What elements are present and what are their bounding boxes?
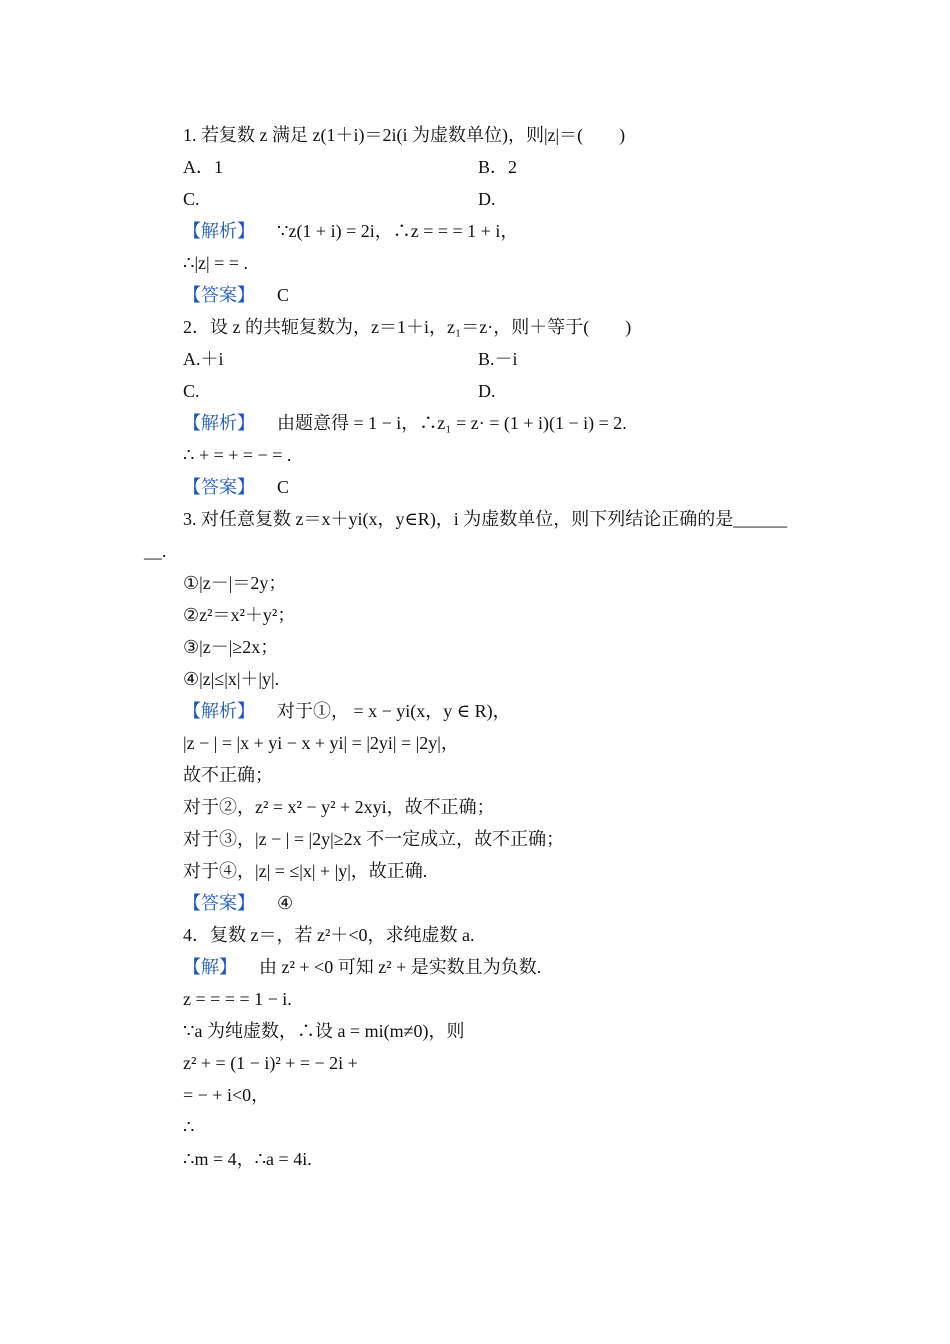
line-q4s3	[183, 1020, 464, 1042]
line-text: ∴m = 4，∴a = 4i.	[183, 1149, 312, 1169]
line-q3o4	[183, 668, 279, 690]
line-text: C.	[183, 381, 200, 401]
section-tag: 【解析】	[183, 701, 255, 721]
line-q1ans	[183, 284, 289, 306]
line-q4	[183, 924, 475, 946]
line-q3ans	[183, 892, 293, 914]
line-text: z = = = = 1 − i.	[183, 989, 292, 1009]
line-q3s5	[183, 828, 564, 850]
line-q4s7	[183, 1148, 312, 1170]
line-q3s1	[183, 700, 511, 722]
section-tag: 【答案】	[183, 285, 255, 305]
line-text: B.－i	[478, 349, 518, 369]
line-text: 由题意得 = 1 − i，∴z₁ = z· = (1 + i)(1 − i) = 2.	[277, 413, 627, 433]
line-text: 对于②，z² = x² − y² + 2xyi，故不正确；	[183, 797, 495, 817]
line-text: ∴	[183, 1117, 195, 1137]
line-q3b	[144, 540, 167, 562]
line-q3o3	[183, 636, 278, 658]
line-q2d	[478, 380, 496, 402]
line-text: 故不正确；	[183, 765, 273, 785]
section-tag: 【解析】	[183, 413, 255, 433]
section-tag: 【答案】	[183, 477, 255, 497]
line-q2b	[478, 348, 518, 370]
line-text: 2．设 z 的共轭复数为，z＝1＋i，z₁＝z·，则＋等于( )	[183, 317, 632, 337]
line-q1a	[183, 156, 223, 178]
line-q2ans	[183, 476, 289, 498]
line-q3s6	[183, 860, 427, 882]
line-q2a	[183, 348, 224, 370]
line-text: D.	[478, 381, 496, 401]
line-text: ∵a 为纯虚数，∴设 a = mi(m≠0)，则	[183, 1021, 465, 1041]
line-text: ③|z－|≥2x；	[183, 637, 279, 657]
line-text: ①|z－|＝2y；	[183, 573, 287, 593]
line-q4s2	[183, 988, 292, 1010]
line-text: A.＋i	[183, 349, 224, 369]
line-text: 由 z² + <0 可知 z² + 是实数且为负数.	[259, 957, 542, 977]
line-q4s5	[183, 1084, 269, 1106]
line-q1c	[183, 188, 200, 210]
line-q1	[183, 124, 625, 146]
line-q2s1	[183, 412, 627, 434]
line-q3s4	[183, 796, 495, 818]
line-text: |z − | = |x + yi − x + yi| = |2yi| = |2y|，	[183, 733, 459, 753]
line-q4s1	[183, 956, 541, 978]
line-text: ∵z(1 + i) = 2i，∴z = = = 1 + i，	[277, 221, 519, 241]
line-q3s3	[183, 764, 273, 786]
line-text: 对于③，|z − | = |2y|≥2x 不一定成立，故不正确；	[183, 829, 565, 849]
section-tag: 【答案】	[183, 893, 255, 913]
line-q3s2	[183, 732, 459, 754]
line-text: = − + i<0，	[183, 1085, 270, 1105]
line-text: D.	[478, 189, 496, 209]
line-q3o2	[183, 604, 295, 626]
line-text: 对于①， = x − yi(x，y ∈ R)，	[277, 701, 511, 721]
line-q3	[183, 508, 787, 530]
line-text: C.	[183, 189, 200, 209]
line-q3o1	[183, 572, 286, 594]
line-q1s2	[183, 252, 248, 274]
line-text: ④	[277, 893, 294, 913]
line-q1d	[478, 188, 496, 210]
line-q4s4	[183, 1052, 358, 1074]
line-text: 对于④，|z| = ≤|x| + |y|，故正确.	[183, 861, 428, 881]
section-tag: 【解】	[183, 957, 237, 977]
line-text: C	[277, 285, 290, 305]
line-text: A．1	[183, 157, 223, 177]
line-text: B．2	[478, 157, 518, 177]
line-text: ②z²＝x²＋y²；	[183, 605, 296, 625]
line-q1s1	[183, 220, 518, 242]
line-text: C	[277, 477, 290, 497]
line-q2c	[183, 380, 200, 402]
line-text: z² + = (1 − i)² + = − 2i +	[183, 1053, 358, 1073]
section-tag: 【解析】	[183, 221, 255, 241]
line-q1b	[478, 156, 517, 178]
line-text: 1. 若复数 z 满足 z(1＋i)＝2i(i 为虚数单位)，则|z|＝( )	[183, 125, 626, 145]
line-q4s6	[183, 1116, 194, 1138]
line-text: ∴ + = + = − = .	[183, 445, 292, 465]
line-text: 4．复数 z＝，若 z²＋<0，求纯虚数 a.	[183, 925, 475, 945]
line-text: __.	[144, 541, 167, 561]
line-text: ∴|z| = = .	[183, 253, 248, 273]
line-text: ④|z|≤|x|＋|y|.	[183, 669, 280, 689]
line-text: 3. 对任意复数 z＝x＋yi(x，y∈R)，i 为虚数单位，则下列结论正确的是______	[183, 509, 788, 529]
line-q2	[183, 316, 631, 338]
line-q2s2	[183, 444, 291, 466]
